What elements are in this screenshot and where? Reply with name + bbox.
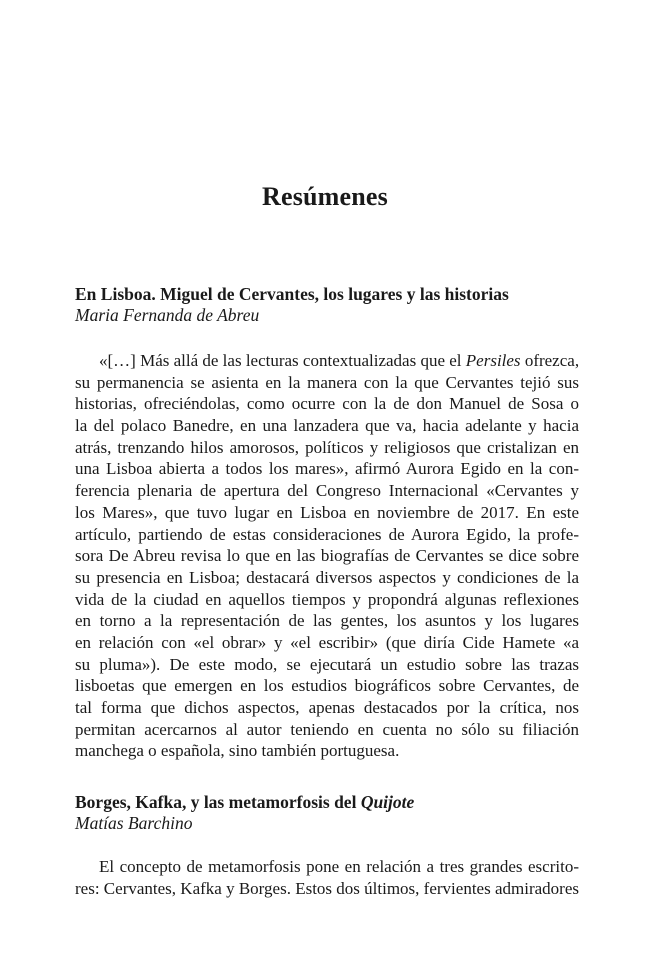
body-line: vida de la ciudad en aquellos tiempos y propondrá algunas reflexiones [75,589,579,609]
article-author: Maria Fernanda de Abreu [75,305,260,325]
body-line: El concepto de metamorfosis pone en relación a tres grandes escrito- [99,857,579,876]
work-title: Quijote [360,792,415,812]
body-line: su permanencia se asienta en la manera con la que Cervantes tejió sus [75,372,579,392]
body-line: su presencia en Lisboa; destacará diversos aspectos y condiciones de la [75,567,579,587]
body-line: sora De Abreu revisa lo que en las biografías de Cervantes se dice sobre [75,546,579,566]
abstract-body [75,350,579,762]
body-line: una Lisboa abierta a todos los mares», afirmó Aurora Egido en la con- [75,459,579,479]
body-line: su pluma»). De este modo, se ejecutará un estudio sobre las trazas [75,654,579,674]
body-line: la del polaco Banedre, en una lanzadera que va, hacia adelante y hacia [75,416,579,436]
body-line: res: Cervantes, Kafka y Borges. Estos dos últimos, fervientes admiradores [75,878,579,898]
body-line: los Mares», que tuvo lugar en Lisboa en noviembre de 2017. En este [75,502,579,522]
body-line: ferencia plenaria de apertura del Congreso Internacional «Cervantes y [75,481,579,501]
body-line: tal forma que dichos aspectos, apenas destacados por la crítica, nos [75,698,579,717]
body-line: lisboetas que emergen en los estudios biográficos sobre Cervantes, de [75,676,579,696]
body-line [75,350,579,372]
body-line: en relación con «el obrar» y «el escribir» (que diría Cide Hamete «a [75,632,579,652]
body-line: atrás, trenzando hilos amorosos, políticos y religiosos que cristalizan en [75,437,579,457]
page-title: Resúmenes [261,182,388,211]
body-line: manchega o española, sino también portuguesa. [75,741,400,761]
body-line: permitan acercarnos al autor teniendo en cuenta no sólo su filiación [75,719,579,739]
body-line: en torno a la representación de las gentes, los asuntos y los lugares [75,611,579,631]
abstract-section-2 [75,792,579,899]
abstract-section-1 [75,284,579,762]
line-text: «[…] Más allá de las lecturas contextualizadas que el [99,351,466,370]
work-title: Persiles [465,351,521,370]
line-text: ofrezca, [520,351,579,370]
article-title: En Lisboa. Miguel de Cervantes, los lugares y las historias [75,284,509,304]
body-line: historias, ofreciéndolas, como ocurre con la de don Manuel de Sosa o [75,394,579,414]
abstract-body [75,856,579,899]
article-title [75,792,579,813]
body-line: artículo, partiendo de estas consideraciones de Aurora Egido, la profe- [75,524,579,544]
article-author: Matías Barchino [75,813,193,833]
title-text: Borges, Kafka, y las metamorfosis del [75,792,361,812]
